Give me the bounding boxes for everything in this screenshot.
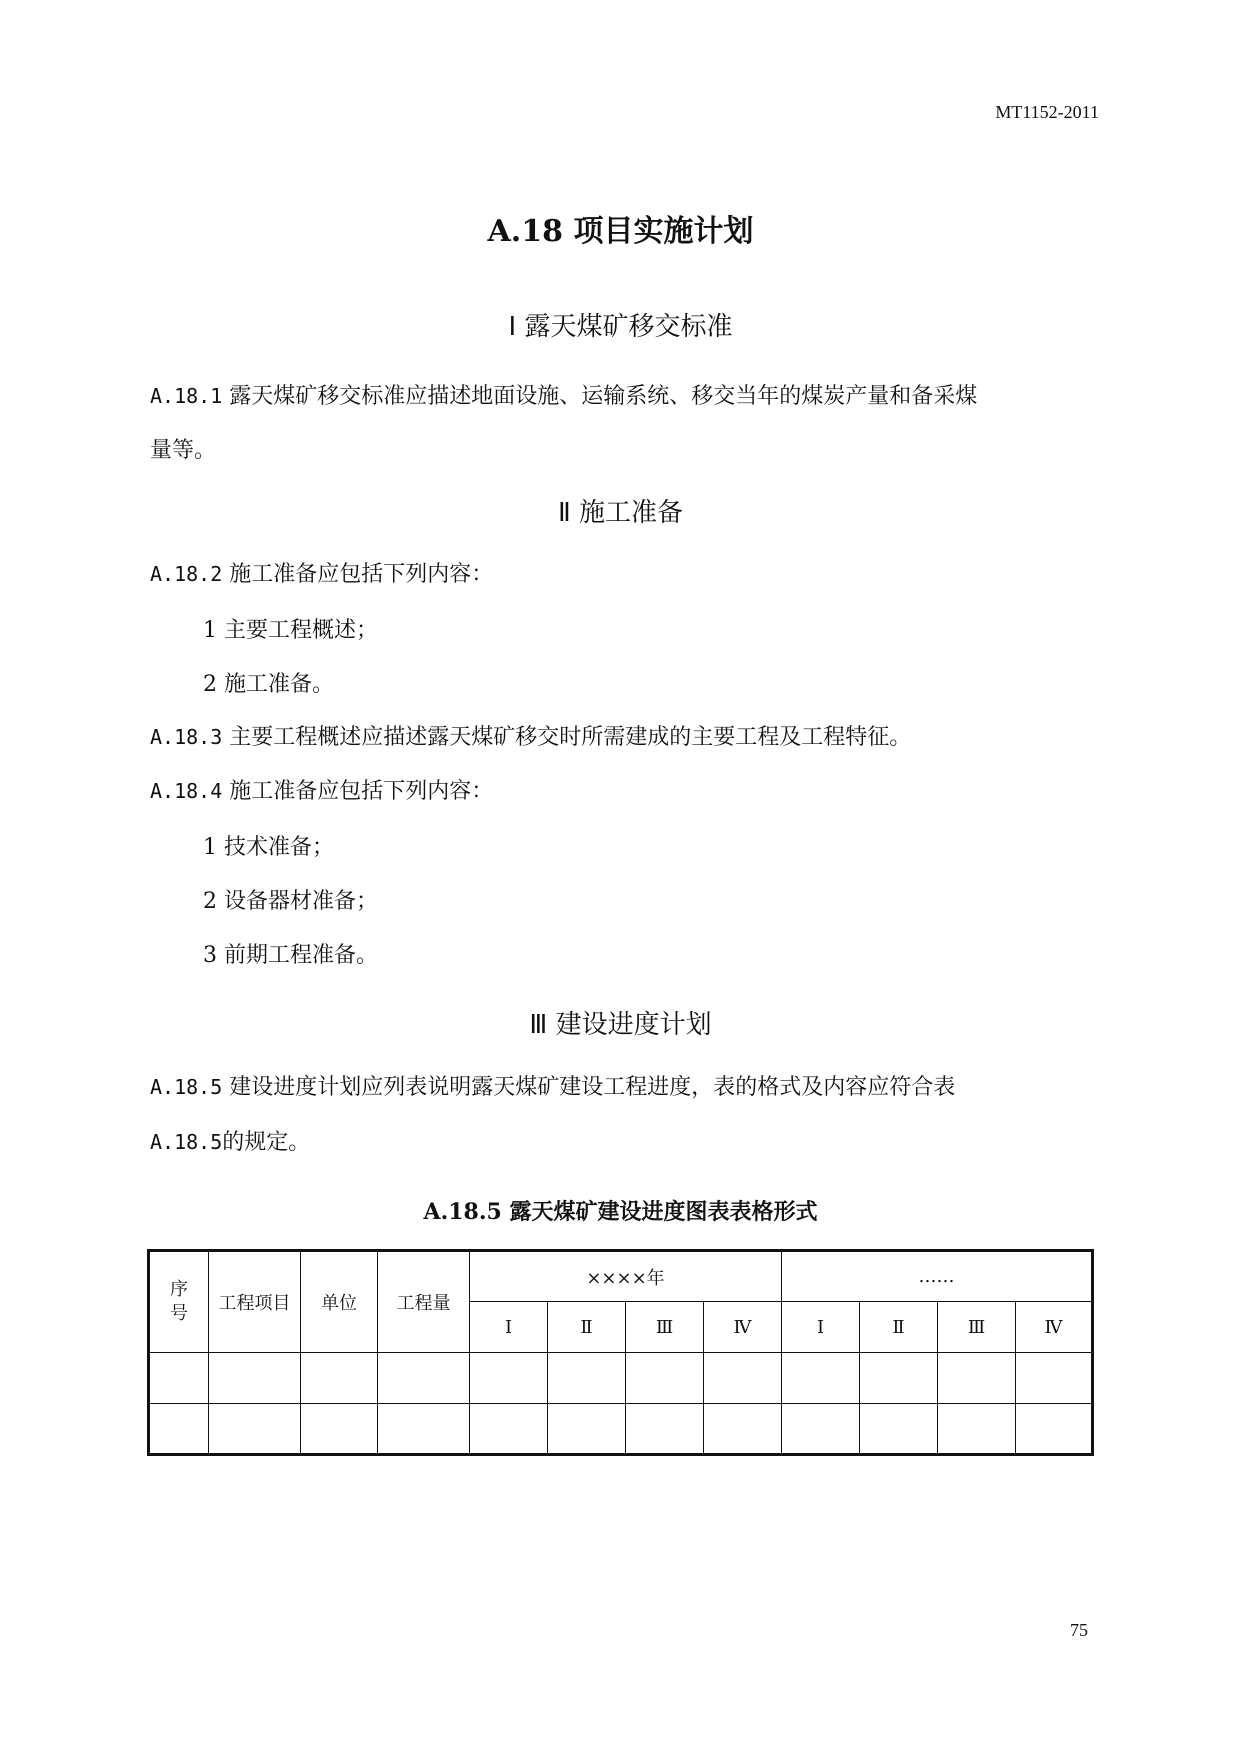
header-quarter: Ⅳ: [704, 1302, 782, 1353]
table-cell: [626, 1353, 704, 1404]
table-cell: [378, 1404, 470, 1455]
table-cell: [301, 1404, 378, 1455]
header-quarter: Ⅲ: [938, 1302, 1016, 1353]
table-cell: [860, 1353, 938, 1404]
table-cell: [1016, 1353, 1093, 1404]
table-cell: [470, 1353, 548, 1404]
header-more-group: ……: [782, 1251, 1093, 1302]
clause-text-continued: 量等。: [150, 438, 217, 463]
table-cell: [938, 1353, 1016, 1404]
table-cell: [1016, 1404, 1093, 1455]
list-item: 2 施工准备。: [203, 672, 334, 697]
table-cell: [860, 1404, 938, 1455]
header-project: 工程项目: [209, 1251, 301, 1353]
header-quarter: Ⅳ: [1016, 1302, 1093, 1353]
clause-text: 建设进度计划应列表说明露天煤矿建设工程进度，表的格式及内容应符合表: [229, 1075, 956, 1100]
clause-a18-3: [150, 721, 1090, 754]
page-title: A.18 项目实施计划: [487, 214, 754, 249]
table-cell: [378, 1353, 470, 1404]
table-cell: [704, 1353, 782, 1404]
table-cell: [704, 1404, 782, 1455]
clause-a18-4: [150, 775, 1090, 808]
header-quarter: Ⅲ: [626, 1302, 704, 1353]
section-heading-2: Ⅱ 施工准备: [557, 498, 684, 528]
page-number: 75: [1070, 1620, 1088, 1640]
section-heading-1: Ⅰ 露天煤矿移交标准: [508, 312, 733, 342]
header-seq: 序号: [149, 1251, 209, 1353]
table-caption: A.18.5 露天煤矿建设进度图表表格形式: [423, 1199, 818, 1225]
clause-number: A.18.5: [150, 1075, 223, 1099]
clause-number: A.18.3: [150, 725, 223, 749]
header-quantity: 工程量: [378, 1251, 470, 1353]
clause-a18-1: [150, 369, 1090, 478]
schedule-table: [147, 1249, 1094, 1456]
table-row: [149, 1404, 1093, 1455]
clause-text-continued: 的规定。: [222, 1130, 311, 1155]
clause-text: 施工准备应包括下列内容：: [229, 562, 494, 587]
clause-a18-2: [150, 558, 1090, 591]
clause-text: 主要工程概述应描述露天煤矿移交时所需建成的主要工程及工程特征。: [229, 725, 912, 750]
clause-a18-5: [150, 1060, 1090, 1170]
clause-text: 施工准备应包括下列内容：: [229, 779, 494, 804]
table-cell: [626, 1404, 704, 1455]
table-cell: [782, 1353, 860, 1404]
clause-text: 露天煤矿移交标准应描述地面设施、运输系统、移交当年的煤炭产量和备采煤: [229, 384, 978, 409]
clause-number: A.18.1: [150, 384, 223, 408]
header-unit: 单位: [301, 1251, 378, 1353]
clause-number: A.18.2: [150, 562, 223, 586]
table-cell: [548, 1404, 626, 1455]
document-code: MT1152-2011: [995, 102, 1099, 122]
table-cell: [548, 1353, 626, 1404]
table-cell: [209, 1404, 301, 1455]
table-reference: A.18.5: [150, 1130, 223, 1154]
table-row: [149, 1353, 1093, 1404]
header-quarter: Ⅱ: [548, 1302, 626, 1353]
list-item: 1 主要工程概述；: [203, 618, 378, 643]
table-cell: [782, 1404, 860, 1455]
table-cell: [149, 1353, 209, 1404]
table-cell: [938, 1404, 1016, 1455]
table-cell: [149, 1404, 209, 1455]
list-item: 3 前期工程准备。: [203, 943, 378, 968]
header-quarter: Ⅰ: [782, 1302, 860, 1353]
table-cell: [301, 1353, 378, 1404]
header-quarter: Ⅱ: [860, 1302, 938, 1353]
table-header-row: [149, 1251, 1093, 1302]
section-heading-3: Ⅲ 建设进度计划: [529, 1010, 712, 1040]
header-year-group: ××××年: [470, 1251, 782, 1302]
table-cell: [470, 1404, 548, 1455]
header-quarter: Ⅰ: [470, 1302, 548, 1353]
list-item: 2 设备器材准备；: [203, 889, 378, 914]
table-cell: [209, 1353, 301, 1404]
clause-number: A.18.4: [150, 779, 223, 803]
list-item: 1 技术准备；: [203, 835, 334, 860]
